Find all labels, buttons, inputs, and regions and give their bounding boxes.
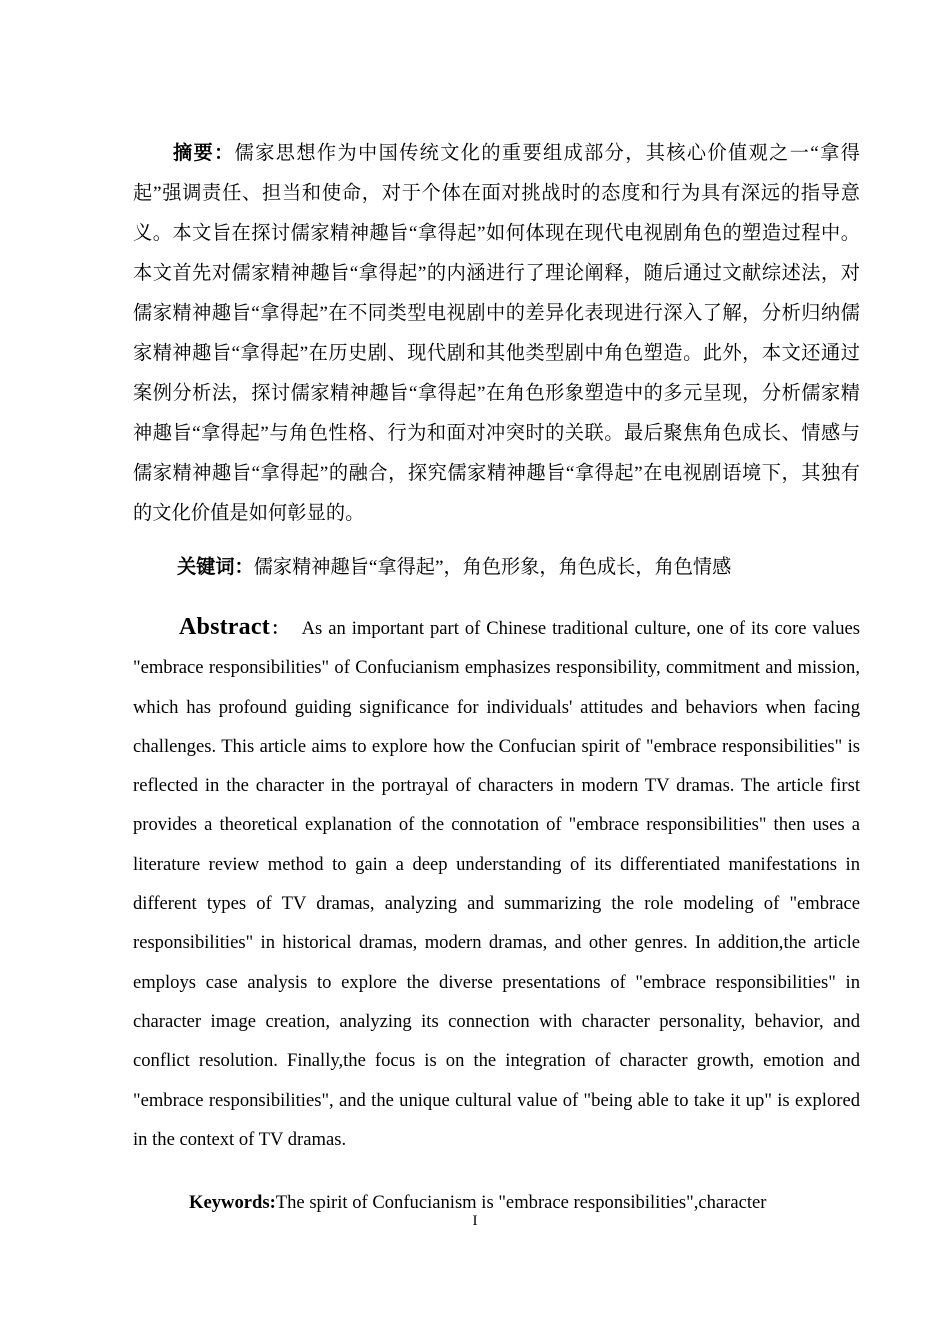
- english-keywords-label: Keywords:: [189, 1192, 276, 1214]
- page-content: [133, 134, 860, 1222]
- chinese-keywords-value: 儒家精神趣旨“拿得起”，角色形象，角色成长，角色情感: [253, 557, 732, 578]
- english-abstract-heading: Abstract: [179, 614, 270, 640]
- chinese-keywords-label: 关键词：: [177, 557, 254, 578]
- chinese-abstract-paragraph: [133, 134, 860, 534]
- chinese-keywords-line: [133, 548, 860, 588]
- spacer-before-english-abstract: [133, 588, 860, 608]
- english-keywords-value: The spirit of Confucianism is "embrace responsibilities",character: [275, 1192, 767, 1214]
- spacer-before-english-keywords: [133, 1159, 860, 1183]
- chinese-abstract-label: 摘要：: [173, 143, 235, 164]
- spacer-after-chinese-abstract: [133, 534, 860, 548]
- english-abstract-paragraph: [133, 608, 860, 1159]
- chinese-abstract-body: 儒家思想作为中国传统文化的重要组成部分，其核心价值观之一“拿得起”强调责任、担当和使命，对于个体在面对挑战时的态度和行为具有深远的指导意义。本文旨在探讨儒家精神趣旨“拿得起”如何体现在现代电视剧角色的塑造过程中。本文首先对儒家精神趣旨“拿得起”的内涵进行了理论阐释，随后通过文献综述法，对儒家精神趣旨“拿得起”在不同类型电视剧中的差异化表现进行深入了解，分析归纳儒家精神趣旨“拿得起”在历史剧、现代剧和其他类型剧中角色塑造。此外，本文还通过案例分析法，探讨儒家精神趣旨“拿得起”在角色形象塑造中的多元呈现，分析儒家精神趣旨“拿得起”与角色性格、行为和面对冲突时的关联。最后聚焦角色成长、情感与儒家精神趣旨“拿得起”的融合，探究儒家精神趣旨“拿得起”在电视剧语境下，其独有的文化价值是如何彰显的。: [133, 143, 860, 524]
- page-number: I: [472, 1213, 478, 1229]
- english-abstract-body: As an important part of Chinese traditional culture, one of its core values "embrace responsibilities" of Confucianism emphasizes responsibility, commitment and mission, which has profound guiding significance for individuals' attitudes and behaviors when facing challenges. This article aims to explore how the Confucian spirit of "embrace responsibilities" is reflected in the character in the portrayal of characters in modern TV dramas. The article first provides a theoretical explanation of the connotation of "embrace responsibilities" then uses a literature review method to gain a deep understanding of its differentiated manifestations in different types of TV dramas, analyzing and summarizing the role modeling of "embrace responsibilities" in historical dramas, modern dramas, and other genres. In addition,the article employs case analysis to explore the diverse presentations of "embrace responsibilities" in character image creation, analyzing its connection with character personality, behavior, and conflict resolution. Finally,the focus is on the integration of character growth, emotion and "embrace responsibilities", and the unique cultural value of "being able to take it up" is explored in the context of TV dramas.: [133, 618, 861, 1150]
- english-abstract-heading-colon: ：: [269, 619, 290, 638]
